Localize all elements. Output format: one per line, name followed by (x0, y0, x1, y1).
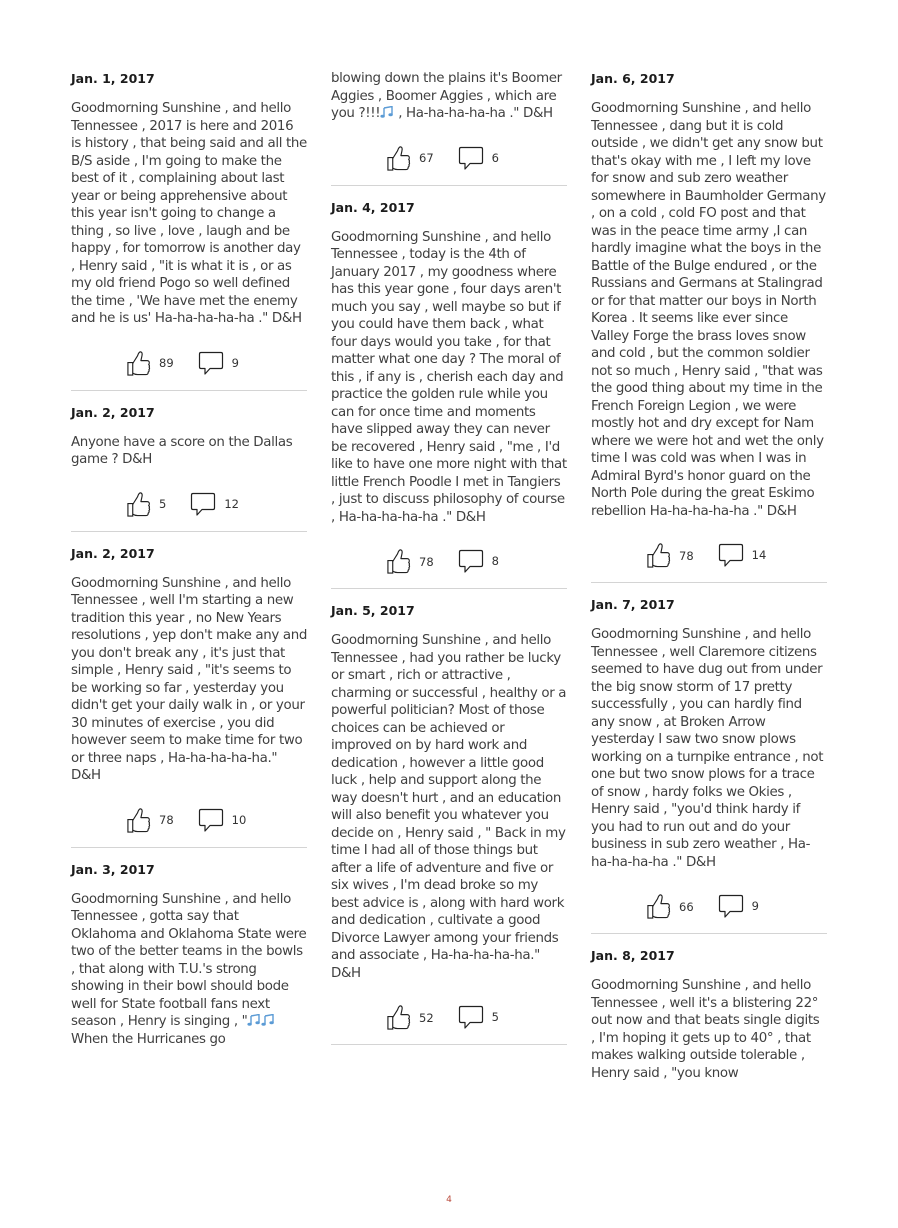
like-count: 5 (159, 497, 167, 511)
post-date: Jan. 6, 2017 (591, 71, 675, 86)
post-body: Goodmorning Sunshine , and hello Tennessee , well Claremore citizens seemed to have dug out from under the big snow storm of 17 pretty successfully , you can hardly find any snow , at Broken Arrow yesterday I saw two snow plows working on a turnpike entrance , not one but two snow plows for a trace of snow , hardy folks we Okies , Henry said , "you'd think hardy if you had to run out and do your business in sub zero weather , Ha-ha-ha-ha-ha ." D&H (591, 627, 824, 870)
like-count: 78 (159, 813, 174, 827)
post-stats (71, 807, 307, 847)
post-stats (331, 145, 567, 185)
music-note-icon (380, 106, 394, 118)
speech-bubble-icon (458, 145, 484, 171)
like-button[interactable] (126, 350, 174, 377)
like-count: 67 (419, 151, 434, 165)
comment-button[interactable] (198, 807, 247, 833)
like-button[interactable] (386, 548, 434, 575)
column-left (71, 70, 307, 1061)
post-jan-7 (591, 596, 827, 934)
post-body (71, 891, 307, 1049)
post-date: Jan. 3, 2017 (71, 861, 155, 877)
post-jan-6 (591, 70, 827, 583)
thumbs-up-icon (646, 893, 671, 920)
like-count: 89 (159, 356, 174, 370)
post-date: Jan. 2, 2017 (71, 404, 155, 420)
column-right (591, 70, 827, 1095)
like-count: 78 (679, 548, 694, 563)
like-button[interactable] (386, 145, 434, 172)
comment-count: 8 (491, 554, 499, 568)
post-jan-3 (71, 861, 307, 1049)
post-body: Anyone have a score on the Dallas game ? D&H (71, 434, 293, 467)
thumbs-up-icon (386, 548, 411, 575)
post-stats (331, 1004, 567, 1044)
post-body: Goodmorning Sunshine , and hello Tennessee , dang but it is cold outside , we didn't get any snow but that's okay with me , I left my love for snow and sub zero weather somewhere in Baumholder Germany , on a cold , cold FO post and that was in the peace time army ,I can hardly imagine what the boys in the Battle of the Bulge endured , or the Russians and Germans at Stalingrad or for that matter our boys in North Korea . It seems like ever since Valley Forge the brass loves snow and cold , but the common soldier not so much , Henry said , "that was the good thing about my time in the French Foreign Legion , we were mostly hot and dry except for Nam where we were hot and wet the only time I was cold was when I was in Admiral Byrd's honor guard on the North Pole during the great Eskimo rebellion Ha-ha-ha-ha-ha ." D&H (591, 101, 826, 519)
post-stats (71, 491, 307, 531)
comment-button[interactable] (718, 542, 767, 568)
post-jan-8 (591, 947, 827, 1082)
post-jan-3-continued (331, 70, 567, 186)
comment-button[interactable] (718, 893, 759, 919)
post-body: Goodmorning Sunshine , and hello Tennessee , had you rather be lucky or smart , rich or attractive , charming or successful , healthy or a powerful politician? Most of those choices can be achieved or improved on by hard work and dedication , however a little good luck , help and support along the way doesn't hurt , and an education will also benefit you whatever you decide on , Henry said , " Back in my time I had all of those things but after a life of adventure and five or six wives , I'm dead broke so my best advice is , along with hard work and dedication , cultivate a good Divorce Lawyer among your friends and associate , Ha-ha-ha-ha-ha." D&H (331, 633, 567, 981)
music-note-icon (261, 1014, 275, 1026)
post-stats (71, 350, 307, 390)
comment-count: 10 (231, 812, 247, 827)
post-body-part: Goodmorning Sunshine , and hello Tennessee , gotta say that Oklahoma and Oklahoma State were two of the better teams in the bowls , that along with T.U.'s strong showing in their bowl should bode well for State football fans next season , Henry is singing , " (71, 891, 307, 1029)
post-date: Jan. 1, 2017 (71, 71, 155, 86)
thumbs-up-icon (646, 542, 671, 569)
speech-bubble-icon (718, 542, 744, 568)
comment-button[interactable] (190, 491, 239, 517)
thumbs-up-icon (126, 491, 151, 518)
post-jan-5 (331, 602, 567, 1045)
post-body (331, 70, 567, 123)
post-jan-4 (331, 199, 567, 590)
post-stats (331, 548, 567, 588)
comment-count: 14 (751, 548, 767, 562)
post-body: Goodmorning Sunshine , and hello Tennessee , well it's a blistering 22° out now and that beats single digits , I'm hoping it gets up to 40° , that makes walking outside tolerable , Henry said , "you know (591, 978, 820, 1081)
comment-count: 12 (224, 496, 239, 511)
post-body-part: When the Hurricanes go (71, 1031, 226, 1047)
like-button[interactable] (126, 491, 166, 518)
like-button[interactable] (646, 542, 694, 569)
column-middle (331, 70, 567, 1058)
thumbs-up-icon (126, 807, 151, 834)
comment-count: 6 (491, 150, 499, 165)
comment-button[interactable] (458, 548, 499, 574)
speech-bubble-icon (458, 1004, 484, 1030)
post-date: Jan. 8, 2017 (591, 948, 675, 963)
thumbs-up-icon (386, 1004, 411, 1031)
like-count: 52 (419, 1010, 434, 1025)
comment-button[interactable] (458, 1004, 499, 1030)
thumbs-up-icon (126, 350, 151, 377)
speech-bubble-icon (190, 491, 216, 517)
like-count: 78 (419, 554, 434, 569)
thumbs-up-icon (386, 145, 411, 172)
like-button[interactable] (126, 807, 174, 834)
comment-count: 9 (231, 355, 239, 370)
music-note-icon (247, 1014, 261, 1026)
post-jan-1 (71, 70, 307, 391)
speech-bubble-icon (718, 893, 744, 919)
speech-bubble-icon (198, 807, 224, 833)
like-button[interactable] (386, 1004, 434, 1031)
comment-button[interactable] (198, 350, 239, 376)
post-jan-2-a (71, 404, 307, 532)
post-stats (591, 893, 827, 933)
comment-count: 9 (751, 899, 759, 913)
post-body: Goodmorning Sunshine , and hello Tennessee , well I'm starting a new tradition this year , no New Years resolutions , yep don't make any and you don't break any , it's just that simple , Henry said , "it's seems to be working so far , yesterday you didn't get your daily walk in , or your 30 minutes of exercise , you did however seem to make time for two or three naps , Ha-ha-ha-ha-ha." D&H (71, 575, 307, 783)
post-body: Goodmorning Sunshine , and hello Tennessee , today is the 4th of January 2017 , my goodness where has this year gone , four days aren't much you say , well maybe so but if you could have them back , what four days would you take , for that matter what one day ? The moral of this , if any is , cherish each day and practice the golden rule while you can for once time and moments have slipped away they can never be recovered , Henry said , "me , I'd like to have one more night with that little French Poodle I met in Tangiers , just to discuss philosophy of course , Ha-ha-ha-ha-ha ." D&H (331, 229, 567, 525)
speech-bubble-icon (198, 350, 224, 376)
post-jan-2-b (71, 545, 307, 848)
post-date: Jan. 5, 2017 (331, 603, 415, 618)
comment-count: 5 (491, 1010, 499, 1024)
comment-button[interactable] (458, 145, 499, 171)
post-body-part: , Ha-ha-ha-ha-ha ." D&H (394, 106, 553, 121)
post-date: Jan. 7, 2017 (591, 597, 675, 612)
like-button[interactable] (646, 893, 694, 920)
page-number: 4 (446, 1195, 452, 1205)
post-body-part: blowing down the plains it's Boomer Aggies , Boomer Aggies , which are you ?!!! (331, 71, 562, 121)
post-date: Jan. 2, 2017 (71, 545, 155, 561)
post-date: Jan. 4, 2017 (331, 199, 415, 215)
post-body: Goodmorning Sunshine , and hello Tennessee , 2017 is here and 2016 is history , that being said and all the B/S aside , I'm going to make the best of it , complaining about last year or being apprehensive about this year isn't going to change a thing , so live , love , laugh and be happy , for tomorrow is another day , Henry said , "it is what it is , or as my old friend Pogo so well defined the time , 'We have met the enemy and he is us' Ha-ha-ha-ha-ha ." D&H (71, 101, 307, 326)
post-stats (591, 542, 827, 582)
speech-bubble-icon (458, 548, 484, 574)
like-count: 66 (679, 899, 694, 914)
